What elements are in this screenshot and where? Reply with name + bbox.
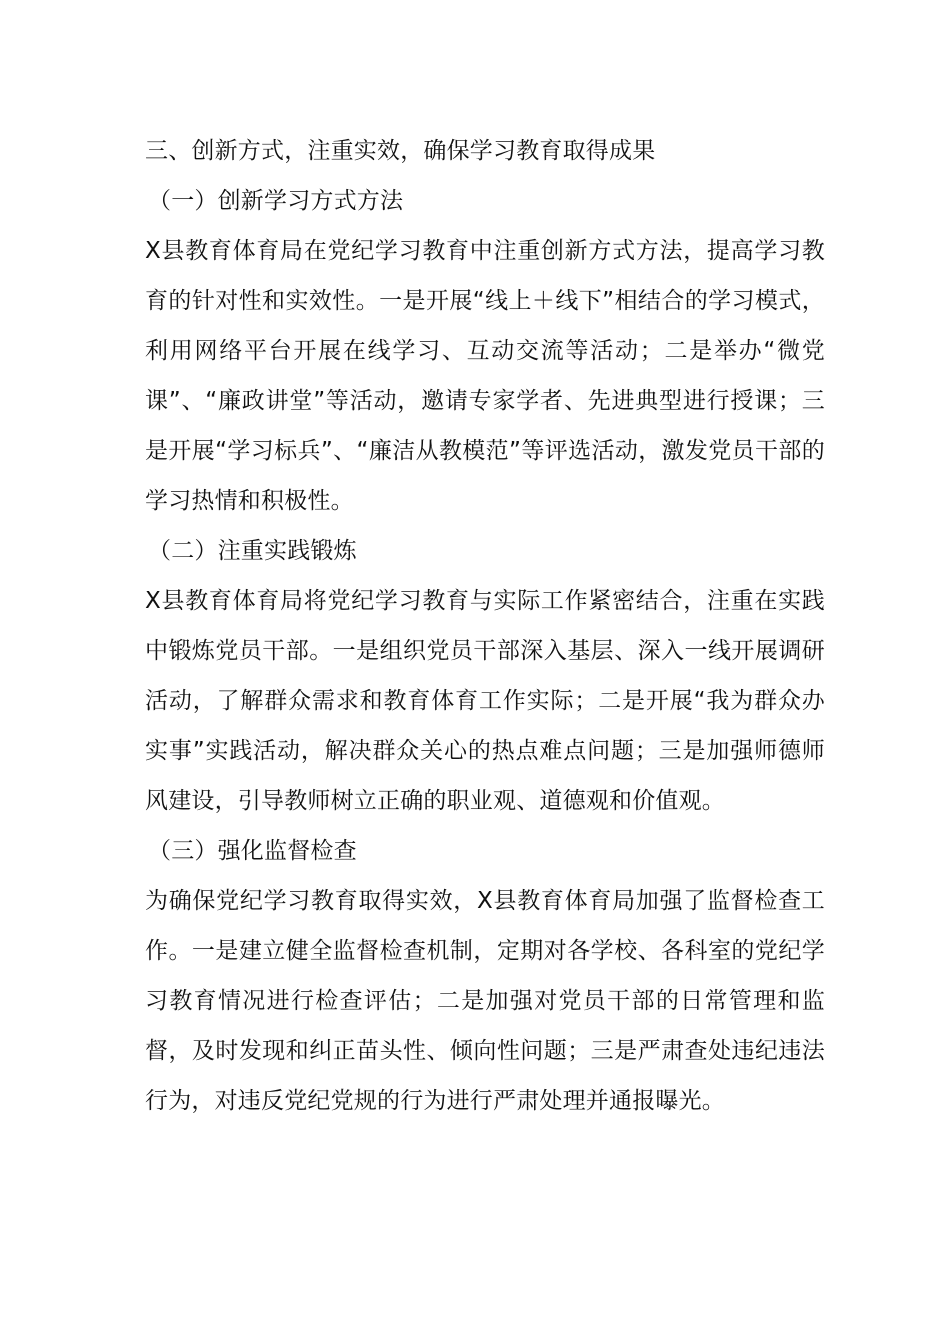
subsection-title-3: （三）强化监督检查 [148, 838, 357, 864]
subsection-body-3: 为确保党纪学习教育取得实效，X县教育体育局加强了监督检查工作。一是建立健全监督检查机制，定期对各学校、各科室的党纪学习教育情况进行检查评估；二是加强对党员干部的日常管理和监督，及时发现和纠正苗头性、倾向性问题；三是严肃查处违纪违法行为，对违反党纪党规的行为进行严肃处理并通报曝光。 [145, 888, 825, 1114]
section-heading: 三、创新方式，注重实效，确保学习教育取得成果 [145, 138, 656, 164]
subsection-body-2: X县教育体育局将党纪学习教育与实际工作紧密结合，注重在实践中锻炼党员干部。一是组织党员干部深入基层、深入一线开展调研活动，了解群众需求和教育体育工作实际；二是开展“我为群众办实事”实践活动，解决群众关心的热点难点问题；三是加强师德师风建设，引导教师树立正确的职业观、道德观和价值观。 [145, 588, 825, 814]
subsection-title-1: （一）创新学习方式方法 [148, 188, 404, 214]
subsection-body-1: X县教育体育局在党纪学习教育中注重创新方式方法，提高学习教育的针对性和实效性。一是开展“线上＋线下”相结合的学习模式，利用网络平台开展在线学习、互动交流等活动；二是举办“微党课”、“廉政讲堂”等活动，邀请专家学者、先进典型进行授课；三是开展“学习标兵”、“廉洁从教模范”等评选活动，激发党员干部的学习热情和积极性。 [145, 238, 825, 514]
subsection-title-2: （二）注重实践锻炼 [148, 538, 357, 564]
document-content [145, 126, 825, 1126]
